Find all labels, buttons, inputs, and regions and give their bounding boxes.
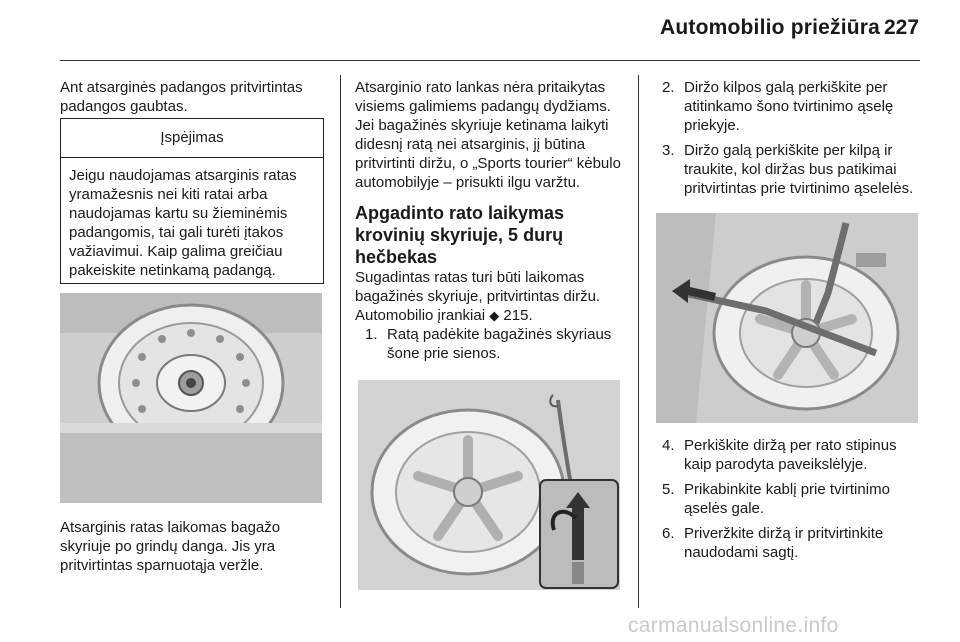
- step-number: 6.: [662, 525, 675, 542]
- spare-wheel-photo: [60, 293, 322, 503]
- page-number: 227: [884, 16, 920, 39]
- step-item: [365, 325, 625, 363]
- step-number: 3.: [662, 142, 675, 159]
- step-text: Diržo galą perkiškite per kilpą ir traukite, kol diržas bus patikimai pritvirtintas prie tvirtinimo ąselelės.: [684, 142, 914, 197]
- page-reference-icon: ◆: [489, 308, 500, 323]
- step-text: Diržo kilpos galą perkiškite per atitinkamo šono tvirtinimo ąselę priekyje.: [684, 79, 894, 134]
- step-number: 2.: [662, 79, 675, 96]
- warning-body: Jeigu naudojamas atsarginis ratas yramažesnis nei kiti ratai arba naudojamas kartu su žieminėmis padangomis, tai gali turėti įtakos važiavimui. Kaip galima greičiau pakeiskite netinkamą padangą.: [69, 167, 297, 279]
- step-text: Priveržkite diržą ir pritvirtinkite naudodami sagtį.: [684, 525, 884, 561]
- column-divider-1: [340, 75, 341, 608]
- step-item: [662, 78, 920, 135]
- damaged-wheel-text: Sugadintas ratas turi būti laikomas bagažinės skyriuje, pritvirtintas diržu. Automobilio įrankiai: [355, 269, 601, 324]
- step-item: [662, 436, 920, 474]
- step-text: Ratą padėkite bagažinės skyriaus šone prie sienos.: [387, 326, 612, 362]
- steps-list-1: [365, 325, 625, 363]
- step-text: Prikabinkite kablį prie tvirtinimo ąselės gale.: [684, 481, 890, 517]
- wheel-strap-photo-2: [656, 213, 918, 423]
- column-1: [60, 78, 328, 116]
- rim-compatibility-paragraph: Atsarginio rato lankas nėra pritaikytas visiems galimiems padangų dydžiams. Jei bagažinės skyriuje ketinama laikyti didesnį ratą nei atsarginis, jį būtina pritvirtinti diržu, o „Sports tourier“ kėbulo automobilyje – prisukti ilgu varžtu.: [355, 79, 621, 191]
- page-title: Automobilio priežiūra: [660, 16, 881, 39]
- step-text: Perkiškite diržą per rato stipinus kaip parodyta paveikslėlyje.: [684, 437, 897, 473]
- step-number: 5.: [662, 481, 675, 498]
- wheel-strap-illustration-1: [358, 380, 620, 590]
- section-heading: Apgadinto rato laikymas krovinių skyriuje, 5 durų hečbekas: [355, 203, 565, 267]
- watermark: carmanualsonline.info: [628, 614, 839, 637]
- damaged-wheel-paragraph: [355, 268, 625, 325]
- steps-list-3: [662, 436, 920, 562]
- wheel-strap-illustration-2: [656, 213, 918, 423]
- step-item: [662, 480, 920, 518]
- column-3-lower: [652, 436, 920, 562]
- wheel-strap-photo-1: [358, 380, 620, 590]
- step-item: [662, 524, 920, 562]
- column-2: [355, 78, 625, 363]
- warning-box: [60, 118, 324, 284]
- step-item: [662, 141, 920, 198]
- steps-list-2: [662, 78, 920, 198]
- warning-title: Įspėjimas: [61, 119, 323, 158]
- column-3: [652, 78, 920, 198]
- intro-paragraph: Ant atsarginės padangos pritvirtintas padangos gaubtas.: [60, 79, 303, 115]
- spare-wheel-illustration: [60, 293, 322, 503]
- photo-caption-block: [60, 518, 328, 575]
- reference-page[interactable]: 215.: [503, 307, 533, 324]
- header-divider: [60, 60, 920, 61]
- column-divider-2: [638, 75, 639, 608]
- photo-caption: Atsarginis ratas laikomas bagažo skyriuje po grindų danga. Jis yra pritvirtintas sparnuotąja veržle.: [60, 519, 281, 574]
- step-number: 1.: [365, 326, 378, 343]
- step-number: 4.: [662, 437, 675, 454]
